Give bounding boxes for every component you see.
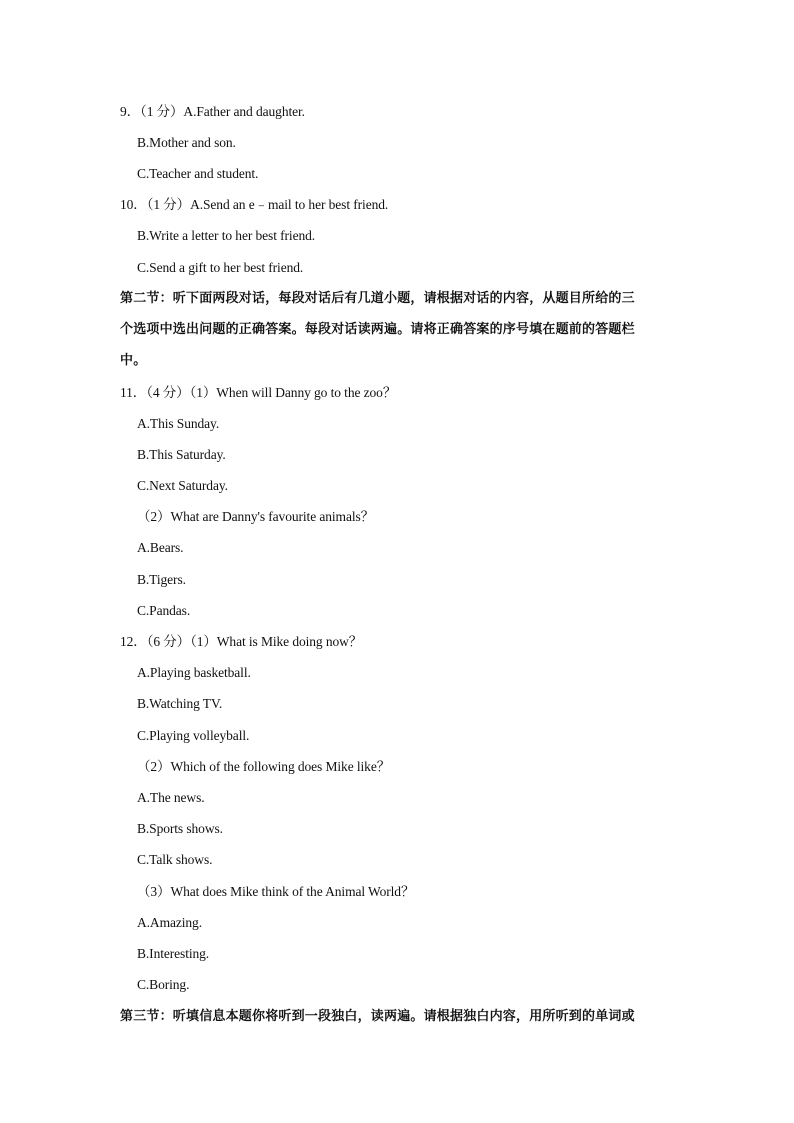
question-10-option-b: B.Write a letter to her best friend. <box>137 228 316 243</box>
question-11-1-option-b: B.This Saturday. <box>137 447 226 462</box>
question-12-2-option-b: B.Sports shows. <box>137 821 223 836</box>
question-11-2-option-b: B.Tigers. <box>137 572 186 587</box>
question-9-head: 9．（1 分）A.Father and daughter. <box>120 104 305 119</box>
question-12-sub-2: （2）Which of the following does Mike like？ <box>137 759 391 774</box>
question-11-sub-2: （2）What are Danny's favourite animals？ <box>137 509 375 524</box>
question-11-head: 11．（4 分）（1）When will Danny go to the zoo？ <box>120 385 397 400</box>
question-12-2-option-a: A.The news. <box>137 790 205 805</box>
section-2-instruction-line-2: 个选项中选出问题的正确答案。每段对话读两遍。请将正确答案的序号填在题前的答题栏 <box>120 322 635 337</box>
question-11-1-option-a: A.This Sunday. <box>137 416 220 431</box>
question-12-1-option-a: A.Playing basketball. <box>137 665 251 680</box>
question-12-head: 12．（6 分）（1）What is Mike doing now？ <box>120 634 363 649</box>
question-11-2-option-a: A.Bears. <box>137 540 184 555</box>
section-3-instruction-line-1: 第三节：听填信息本题你将听到一段独白，读两遍。请根据独白内容，用所听到的单词或 <box>120 1009 635 1024</box>
question-11-1-option-c: C.Next Saturday. <box>137 478 228 493</box>
question-12-3-option-c: C.Boring. <box>137 977 190 992</box>
question-12-3-option-a: A.Amazing. <box>137 915 202 930</box>
question-9-option-c: C.Teacher and student. <box>137 166 259 181</box>
question-12-2-option-c: C.Talk shows. <box>137 852 213 867</box>
question-12-1-option-c: C.Playing volleyball. <box>137 728 250 743</box>
question-12-sub-3: （3）What does Mike think of the Animal World？ <box>137 884 415 899</box>
section-2-instruction-line-1: 第二节：听下面两段对话，每段对话后有几道小题，请根据对话的内容，从题目所给的三 <box>120 291 635 306</box>
question-9-option-b: B.Mother and son. <box>137 135 236 150</box>
section-2-instruction-line-3: 中。 <box>120 353 147 368</box>
question-10-head: 10．（1 分）A.Send an e﹣mail to her best friend. <box>120 197 389 212</box>
question-12-1-option-b: B.Watching TV. <box>137 696 223 711</box>
question-11-2-option-c: C.Pandas. <box>137 603 191 618</box>
question-10-option-c: C.Send a gift to her best friend. <box>137 260 304 275</box>
question-12-3-option-b: B.Interesting. <box>137 946 210 961</box>
